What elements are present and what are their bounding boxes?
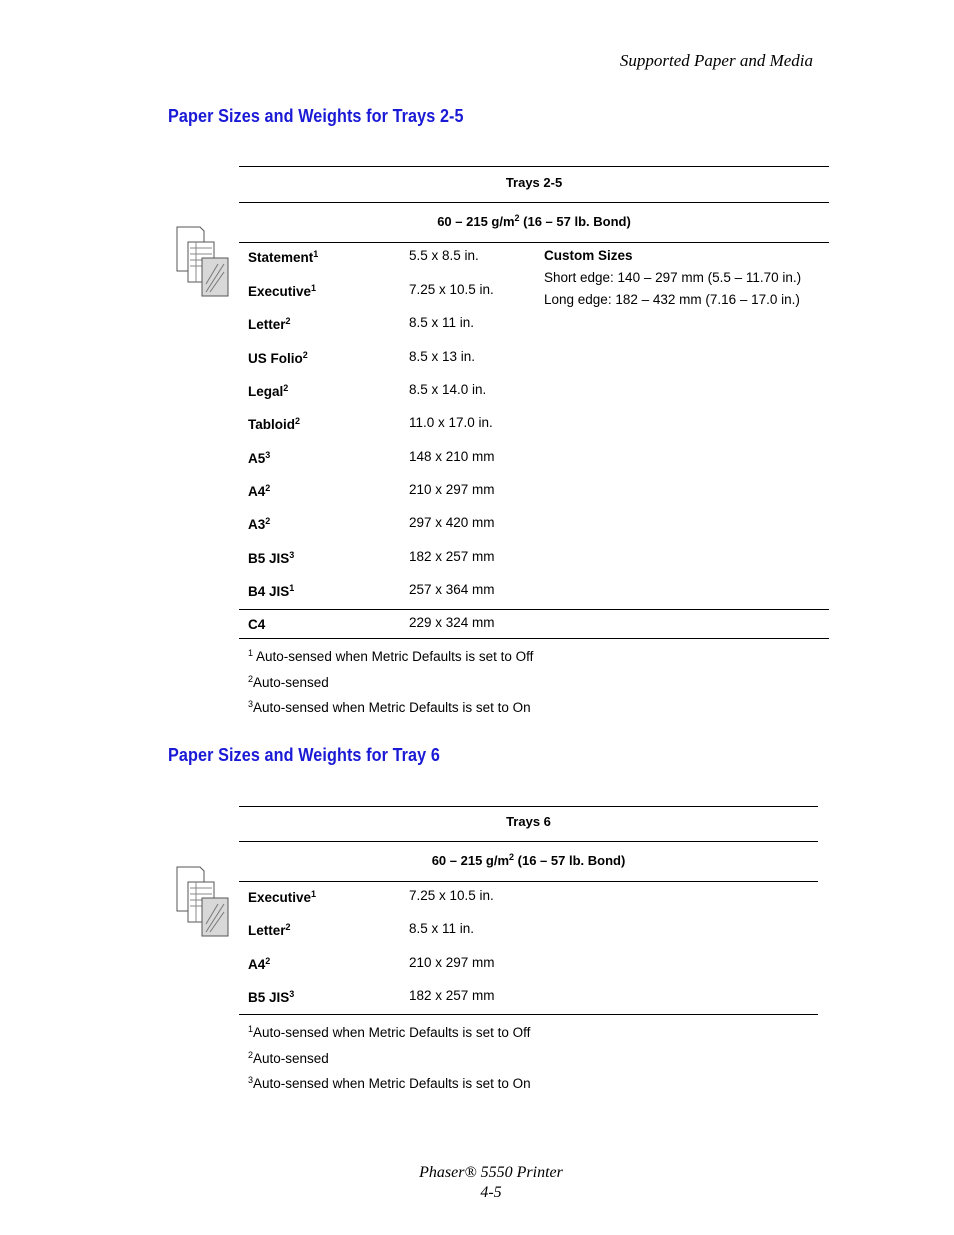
paper-size-name: Letter$^2$ [248, 316, 291, 332]
footer-product: Phaser® 5550 Printer [419, 1164, 563, 1181]
footnote: $^1$Auto-sensed when Metric Defaults is set to Off [248, 1024, 531, 1040]
paper-size-name: Statement$^1$ [248, 249, 319, 265]
paper-size-dimensions: 229 x 324 mm [409, 615, 495, 630]
table1-top-rule [239, 166, 829, 167]
table2-rule [239, 841, 818, 842]
footnote: $^2$Auto-sensed [248, 1049, 329, 1066]
paper-size-dimensions: 297 x 420 mm [409, 515, 495, 530]
paper-size-name: C4 [248, 617, 266, 632]
paper-stack-icon [176, 226, 230, 298]
table1-weight-caption: 60 – 215 $g/m^2$ (16 – 57 lb. Bond) [437, 213, 631, 229]
paper-size-name: Executive$^1$ [248, 889, 317, 905]
table2-top-rule [239, 806, 818, 807]
paper-size-dimensions: 210 x 297 mm [409, 954, 495, 970]
custom-short-edge: Short edge: 140 – 297 mm (5.5 – 11.70 in.) [544, 270, 802, 285]
paper-size-name: B5 JIS$^3$ [248, 988, 295, 1005]
paper-size-dimensions: 257 x 364 mm [409, 582, 495, 597]
table2-weight-caption: 60 – 215 $g/m^2$ (16 – 57 lb. Bond) [431, 852, 626, 868]
paper-size-dimensions: 8.5 x 11 in. [409, 921, 475, 937]
table1-rule [239, 202, 829, 203]
table1-rule [239, 242, 829, 243]
running-header: Supported Paper and Media [619, 51, 813, 70]
paper-size-dimensions: 7.25 x 10.5 in. [409, 282, 494, 297]
paper-size-dimensions: 7.25 x 10.5 in. [409, 888, 494, 903]
paper-size-dimensions: 210 x 297 mm [409, 482, 495, 497]
custom-long-edge: Long edge: 182 – 432 mm (7.16 – 17.0 in.) [544, 292, 800, 307]
paper-size-name: Letter$^2$ [248, 922, 291, 939]
table1-rule [239, 609, 829, 610]
footnote: $^2$Auto-sensed [248, 673, 329, 690]
section1-heading: Paper Sizes and Weights for Trays 2-5 [168, 106, 464, 126]
section2-heading: Paper Sizes and Weights for Tray 6 [168, 745, 440, 765]
paper-size-dimensions: 182 x 257 mm [409, 549, 495, 564]
paper-size-name: $A3^2$ [248, 516, 271, 532]
paper-size-name: Executive$^1$ [248, 283, 317, 299]
paper-size-name: $A4^2$ [248, 483, 271, 499]
footnote: $^3$Auto-sensed when Metric Defaults is set to On [248, 699, 531, 715]
paper-size-name: Legal$^2$ [248, 383, 289, 399]
footnote: $^1$ Auto-sensed when Metric Defaults is set to Off [248, 648, 534, 664]
table2-tray-caption: Trays 6 [506, 814, 551, 829]
table1-tray-caption: Trays 2-5 [505, 175, 563, 190]
paper-size-dimensions: 148 x 210 mm [409, 449, 495, 464]
table2-bottom-rule [239, 1014, 818, 1015]
paper-size-dimensions: 8.5 x 14.0 in. [409, 382, 487, 397]
custom-sizes-title: Custom Sizes [544, 248, 633, 263]
footnote: $^3$Auto-sensed when Metric Defaults is set to On [248, 1075, 531, 1091]
paper-size-name: $A4^2$ [248, 955, 271, 972]
paper-size-name: B4 JIS$^1$ [248, 583, 295, 599]
footer-page-number: 4-5 [480, 1184, 502, 1201]
table1-bottom-rule [239, 638, 829, 639]
paper-size-name: US Folio$^2$ [248, 350, 308, 366]
paper-size-dimensions: 8.5 x 11 in. [409, 315, 475, 330]
paper-size-dimensions: 5.5 x 8.5 in. [409, 248, 479, 263]
table2-rule [239, 881, 818, 882]
paper-size-name: B5 JIS$^3$ [248, 550, 295, 566]
paper-stack-icon [176, 866, 230, 938]
paper-size-dimensions: 11.0 x 17.0 in. [409, 415, 493, 430]
paper-size-dimensions: 8.5 x 13 in. [409, 349, 476, 364]
paper-size-name: $A5^3$ [248, 450, 271, 466]
paper-size-name: Tabloid$^2$ [248, 416, 301, 432]
paper-size-dimensions: 182 x 257 mm [409, 987, 495, 1003]
